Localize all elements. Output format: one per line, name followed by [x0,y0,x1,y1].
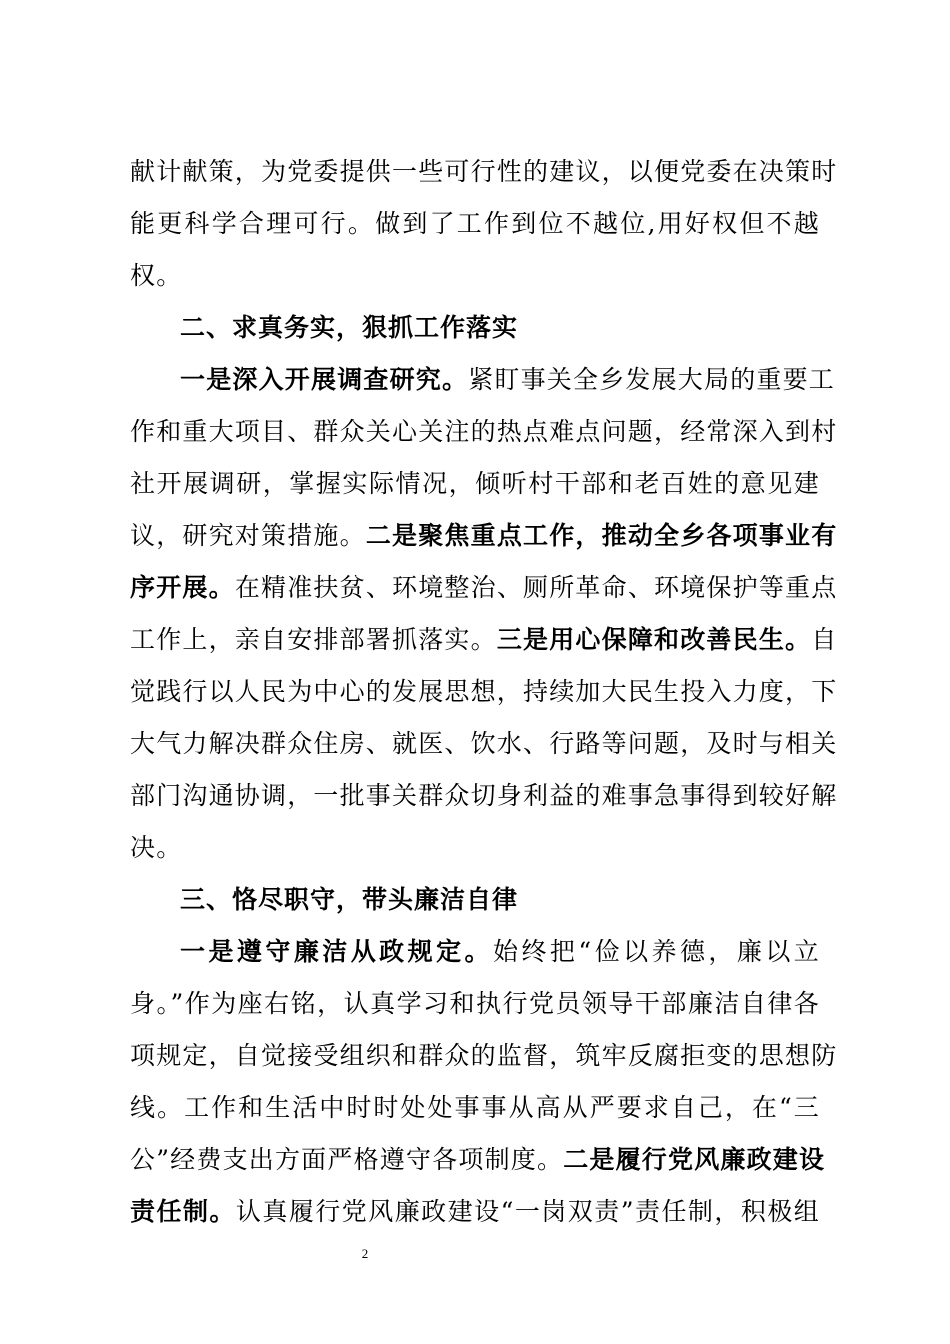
key-point: 一是深入开展调查研究。 [180,365,469,394]
paragraph-line: 决。 [130,833,183,862]
paragraph-line: 献计献策，为党委提供一些可行性的建议，以便党委在决策时 [130,157,838,186]
key-point: 序开展。 [130,573,235,602]
paragraph-line: 社开展调研，掌握实际情况，倾听村干部和老百姓的意见建 [130,469,820,498]
section-heading-3: 三、恪尽职守，带头廉洁自律 [180,885,519,914]
page-number: 2 [361,1246,369,1261]
text-run: 认真履行党风廉政建设“一岗双责”责任制，积极组 [235,1197,820,1226]
paragraph-line: 能更科学合理可行。做到了工作到位不越位,用好权但不越 [130,209,820,238]
text-run: 公”经费支出方面严格遵守各项制度。 [130,1145,564,1174]
paragraph-line: 项规定，自觉接受组织和群众的监督，筑牢反腐拒变的思想防 [130,1041,838,1070]
key-point: 一是遵守廉洁从政规定。 [180,937,494,966]
paragraph-line [130,1142,826,1178]
text-run: 始终把“俭以养德，廉以立 [493,937,821,966]
text-run: 在精准扶贫、环境整治、厕所革命、环境保护等重点 [234,573,838,602]
paragraph-line [130,1194,820,1230]
paragraph-line: 权。 [130,261,183,290]
paragraph-line [130,518,838,554]
paragraph-line: 觉践行以人民为中心的发展思想，持续加大民生投入力度，下 [130,677,838,706]
paragraph-line: 线。工作和生活中时时处处事事从高从严要求自己，在“三 [130,1093,820,1122]
paragraph-line [130,570,838,606]
paragraph-line: 部门沟通协调，一批事关群众切身利益的难事急事得到较好解 [130,781,838,810]
text-run: 工作上，亲自安排部署抓落实。 [130,625,497,654]
paragraph-line [180,934,820,970]
text-run: 自 [811,625,838,654]
paragraph-line: 作和重大项目、群众关心关注的热点难点问题，经常深入到村 [130,417,838,446]
paragraph-line [180,362,836,398]
key-point: 三是用心保障和改善民生。 [496,625,812,654]
key-point: 二是聚焦重点工作，推动全乡各项事业有 [365,521,838,550]
paragraph-line: 大气力解决群众住房、就医、饮水、行路等问题，及时与相关 [130,729,838,758]
paragraph-line: 身。”作为座右铭，认真学习和执行党员领导干部廉洁自律各 [130,989,820,1018]
key-point: 责任制。 [130,1197,236,1226]
key-point: 二是履行党风廉政建设 [563,1145,826,1174]
text-run: 议，研究对策措施。 [130,521,366,550]
text-run: 紧盯事关全乡发展大局的重要工 [468,365,836,394]
paragraph-line [130,622,838,658]
section-heading-2: 二、求真务实，狠抓工作落实 [180,313,519,342]
